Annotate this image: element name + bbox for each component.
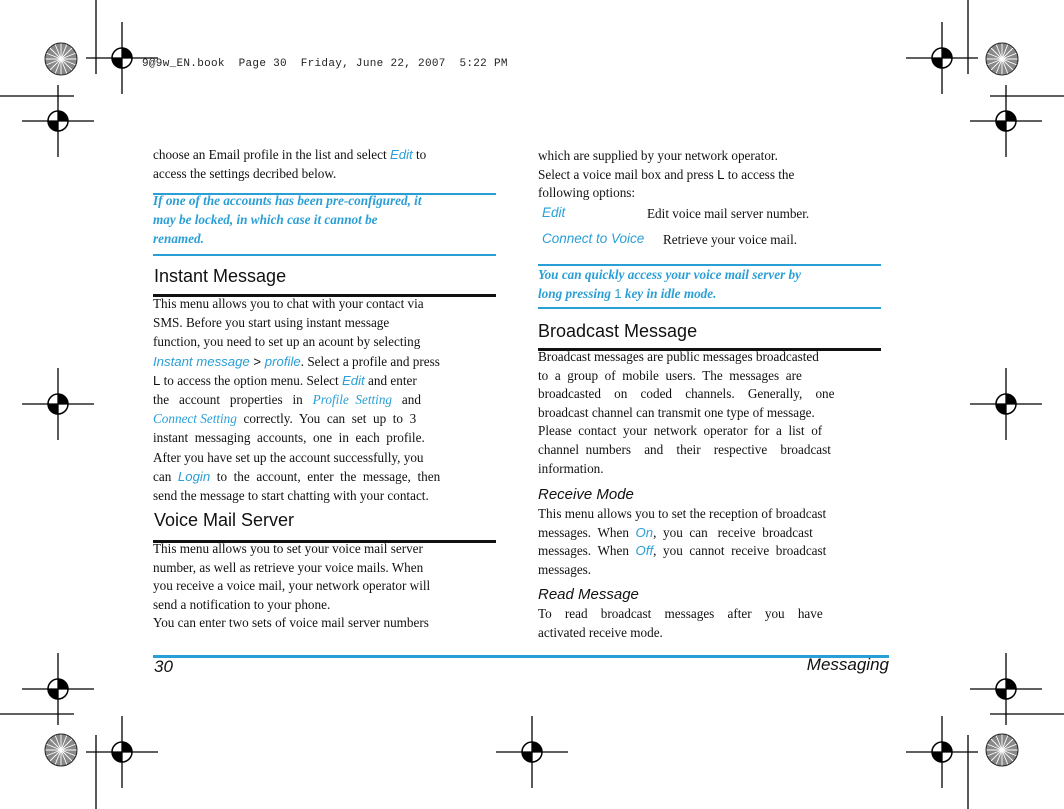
- note-line: renamed.: [153, 231, 204, 246]
- off-term: Off: [635, 543, 654, 559]
- body-line: Broadcast messages are public messages broadcasted: [538, 349, 819, 364]
- body-text: and enter: [364, 372, 417, 388]
- voice-mail-server-heading: Voice Mail Server: [154, 510, 295, 530]
- menu-separator: >: [249, 353, 265, 369]
- quick-access-note: [538, 265, 858, 303]
- body-line: to a group of mobile users. The messages are: [538, 367, 802, 383]
- body-line: messages.: [538, 561, 592, 577]
- instant-message-heading: Instant Message: [154, 266, 287, 286]
- profile-setting-term: Profile Setting: [312, 392, 393, 408]
- preconfigured-note: [153, 191, 463, 248]
- receive-mode-body: [538, 505, 858, 579]
- on-term: On: [635, 524, 654, 540]
- read-message-heading: Read Message: [538, 586, 639, 603]
- body-line: channel numbers and their respective broadcast: [538, 441, 831, 457]
- body-text: messages. When: [538, 543, 636, 559]
- body-line: This menu allows you to chat with your contact via: [153, 296, 424, 311]
- body-line: This menu allows you to set your voice mail server: [153, 541, 423, 556]
- option-edit-desc: Edit voice mail server number.: [647, 206, 810, 221]
- connect-setting-term: Connect Setting: [153, 411, 237, 427]
- edit-term: Edit: [389, 147, 413, 162]
- body-line: broadcasted on coded channels. Generally, one: [538, 386, 835, 402]
- profile-term: profile: [264, 353, 301, 369]
- note-rule-bottom: [153, 254, 496, 256]
- body-line: which are supplied by your network operator.: [538, 148, 778, 163]
- broadcast-body: [538, 348, 852, 478]
- body-text: to access the: [724, 166, 795, 182]
- body-line: function, you need to set up an acount by selecting: [153, 334, 421, 350]
- intro-text: to: [412, 147, 427, 162]
- body-line: To read broadcast messages after you have: [538, 606, 823, 621]
- voice-mail-continued: [538, 147, 838, 203]
- voice-mail-body: [153, 540, 463, 633]
- read-message-body: [538, 605, 838, 642]
- chapter-title: Messaging: [806, 655, 889, 674]
- note-line: You can quickly access your voice mail server by: [538, 267, 801, 282]
- body-line: instant messaging accounts, one in each profile.: [153, 430, 425, 446]
- body-text: and: [392, 392, 421, 408]
- body-line: You can enter two sets of voice mail server numbers: [153, 615, 429, 631]
- note-text: key in idle mode.: [621, 286, 717, 301]
- broadcast-message-heading: Broadcast Message: [538, 321, 698, 341]
- body-text: to access the option menu. Select: [160, 372, 342, 388]
- option-connect-name: Connect to Voice: [542, 231, 645, 246]
- body-text: the account properties in: [153, 392, 313, 408]
- body-line: information.: [538, 460, 604, 476]
- login-term: Login: [177, 468, 211, 484]
- l-key-icon: L: [153, 372, 161, 388]
- body-line: After you have set up the account successfully, you: [153, 449, 424, 465]
- instant-message-term: Instant message: [153, 353, 250, 369]
- option-connect-desc: Retrieve your voice mail.: [663, 232, 798, 247]
- edit-term: Edit: [342, 372, 365, 388]
- body-text: , you cannot receive broadcast: [653, 543, 827, 559]
- body-line: activated receive mode.: [538, 624, 663, 640]
- body-text: correctly. You can set up to 3: [236, 411, 417, 427]
- body-text: messages. When: [538, 524, 636, 540]
- body-line: broadcast channel can transmit one type of message.: [538, 404, 815, 420]
- note-line: If one of the accounts has been pre-configured, it: [153, 193, 422, 208]
- body-line: following options:: [538, 185, 636, 201]
- body-line: SMS. Before you start using instant message: [153, 315, 390, 331]
- body-text: Select a voice mail box and press: [538, 166, 718, 182]
- intro-text: access the settings decribed below.: [153, 165, 337, 181]
- body-text: . Select a profile and press: [300, 353, 440, 369]
- body-line: This menu allows you to set the reception of broadcast: [538, 506, 827, 521]
- footer-rule: [153, 655, 889, 658]
- note-rule-bottom: [538, 307, 881, 309]
- l-key-icon: L: [717, 166, 725, 182]
- body-text: , you can receive broadcast: [653, 524, 813, 540]
- body-text: can: [153, 468, 178, 484]
- note-text: long pressing: [538, 286, 615, 301]
- intro-text: choose an Email profile in the list and select: [153, 147, 390, 162]
- body-line: you receive a voice mail, your network operator will: [153, 578, 431, 594]
- email-profile-intro: [153, 146, 459, 183]
- option-edit-name: Edit: [542, 205, 566, 220]
- body-line: Please contact your network operator for a list of: [538, 423, 823, 439]
- body-line: send the message to start chatting with your contact.: [153, 488, 429, 504]
- page-number: 30: [154, 657, 173, 676]
- note-line: may be locked, in which case it cannot be: [153, 212, 378, 227]
- receive-mode-heading: Receive Mode: [538, 486, 634, 503]
- body-line: send a notification to your phone.: [153, 596, 331, 612]
- body-line: number, as well as retrieve your voice mails. When: [153, 559, 424, 575]
- instant-message-body: [153, 294, 479, 505]
- body-text: to the account, enter the message, then: [210, 468, 441, 484]
- book-slug: 9@9w_EN.book Page 30 Friday, June 22, 2007 5:22 PM: [142, 58, 508, 70]
- key-1-icon: 1: [614, 286, 622, 301]
